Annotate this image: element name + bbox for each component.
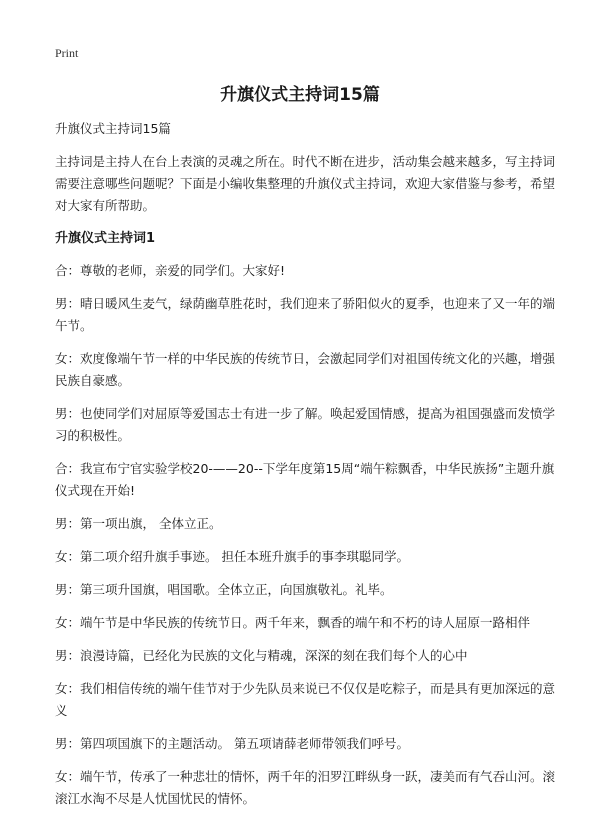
dialogue-paragraph: 男：也使同学们对屈原等爱国志士有进一步了解。唤起爱国情感，提高为祖国强盛而发愤学习的积极性。 (55, 406, 556, 443)
document-title: 升旗仪式主持词15篇 (220, 85, 380, 105)
dialogue-paragraph: 男：晴日暖风生麦气，绿荫幽草胜花时，我们迎来了骄阳似火的夏季，也迎来了又一年的端午节。 (55, 296, 556, 333)
dialogue-paragraph: 合：尊敬的老师，亲爱的同学们。大家好! (55, 263, 286, 278)
dialogue-paragraph: 男：浪漫诗篇，已经化为民族的文化与精魂，深深的刻在我们每个人的心中 (55, 648, 468, 663)
dialogue-paragraph: 男：第三项升国旗，唱国歌。全体立正，向国旗敬礼。礼毕。 (55, 582, 393, 597)
intro-paragraph: 主持词是主持人在台上表演的灵魂之所在。时代不断在进步，活动集会越来越多，写主持词需要注意哪些问题呢？下面是小编收集整理的升旗仪式主持词，欢迎大家借鉴与参考，希望对大家有所帮助。 (55, 154, 556, 213)
dialogue-paragraph: 合：我宣布宁官实验学校20-——20--下学年度第15周“端午粽飘香，中华民族扬”主题升旗仪式现在开始! (55, 461, 555, 498)
document-subtitle: 升旗仪式主持词15篇 (55, 121, 171, 136)
section-heading: 升旗仪式主持词1 (55, 231, 156, 246)
dialogue-paragraph: 男：第四项国旗下的主题活动。 第五项请薛老师带领我们呼号。 (55, 736, 409, 751)
dialogue-paragraph: 女：我们相信传统的端午佳节对于少先队员来说已不仅仅是吃粽子，而是具有更加深远的意义 (55, 681, 556, 718)
document-body (55, 118, 555, 821)
dialogue-paragraph: 女：端午节是中华民族的传统节日。两千年来，飘香的端午和不朽的诗人屈原一路相伴 (55, 615, 531, 630)
dialogue-paragraph: 女：欢度像端午节一样的中华民族的传统节日，会激起同学们对祖国传统文化的兴趣，增强民族自豪感。 (55, 351, 556, 388)
dialogue-paragraph: 女：第二项介绍升旗手事迹。 担任本班升旗手的事李琪聪同学。 (55, 549, 409, 564)
dialogue-paragraph: 男：第一项出旗， 全体立正。 (55, 516, 222, 531)
dialogue-paragraph: 女：端午节，传承了一种悲壮的情怀，两千年的汨罗江畔纵身一跃，凄美而有气吞山河。滚滚江水淘不尽是人忧国忧民的情怀。 (55, 769, 556, 806)
print-label: Print (55, 46, 79, 60)
